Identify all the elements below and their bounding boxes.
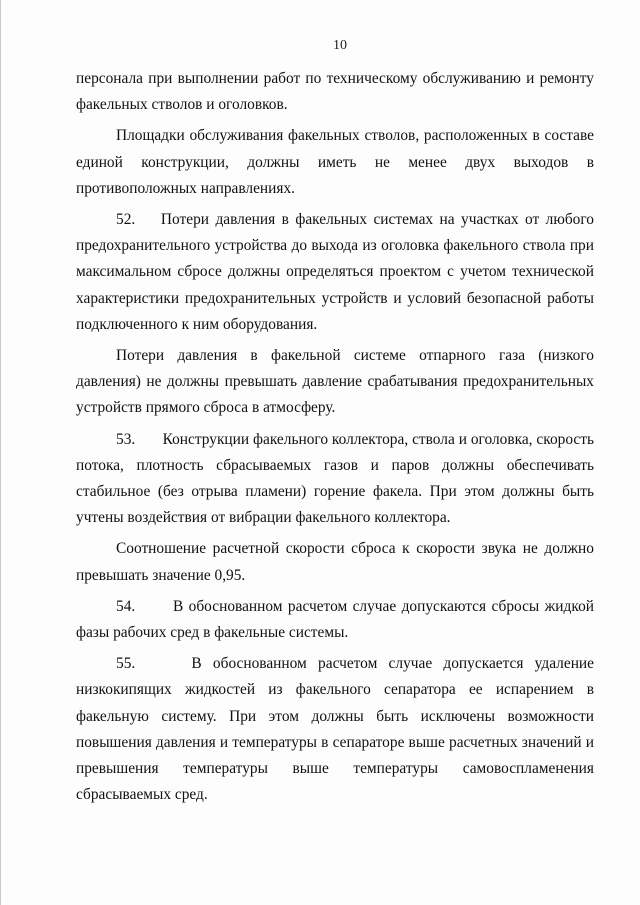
page-number: 10 xyxy=(333,38,347,53)
paragraph-stripping-gas: Потери давления в факельной системе отпарного газа (низкого давления) не должны превышать давление срабатывания предохранительных устройств прямого сброса в атмосферу. xyxy=(76,347,594,417)
paragraph-platforms: Площадки обслуживания факельных стволов, расположенных в составе единой конструкции, должны иметь не менее двух выходов в противоположных направлениях. xyxy=(76,127,594,197)
paragraph-item-52: 52. Потери давления в факельных системах на участках от любого предохранительного устройства до выхода из оголовка факельного ствола при максимальном сбросе должны определяться проектом с учетом технической характеристики предохранительных устройств и условий безопасной работы подключенного к ним оборудования. xyxy=(76,211,594,333)
paragraph-speed-ratio: Соотношение расчетной скорости сброса к скорости звука не должно превышать значение 0,95. xyxy=(76,540,594,584)
page-edge xyxy=(0,0,1,905)
paragraph-item-53: 53. Конструкции факельного коллектора, ствола и оголовка, скорость потока, плотность сбрасываемых газов и паров должны обеспечивать стабильное (без отрыва пламени) горение факела. При этом должны быть учтены воздействия от вибрации факельного коллектора. xyxy=(76,430,594,527)
paragraph-item-54: 54. В обоснованном расчетом случае допускаются сбросы жидкой фазы рабочих сред в факельные системы. xyxy=(76,597,594,642)
paragraph-item-55: 55. В обоснованном расчетом случае допускается удаление низкокипящих жидкостей из факельного сепаратора ее испарением в факельную систему. При этом должны быть исключены возможности повышения давления и температуры в сепараторе выше расчетных значений и превышения температуры выше температуры самовоспламенения сбрасываемых сред. xyxy=(76,655,594,804)
document-body xyxy=(76,66,594,808)
paragraph-continuation: персонала при выполнении работ по техническому обслуживанию и ремонту факельных стволов и оголовков. xyxy=(76,70,594,114)
